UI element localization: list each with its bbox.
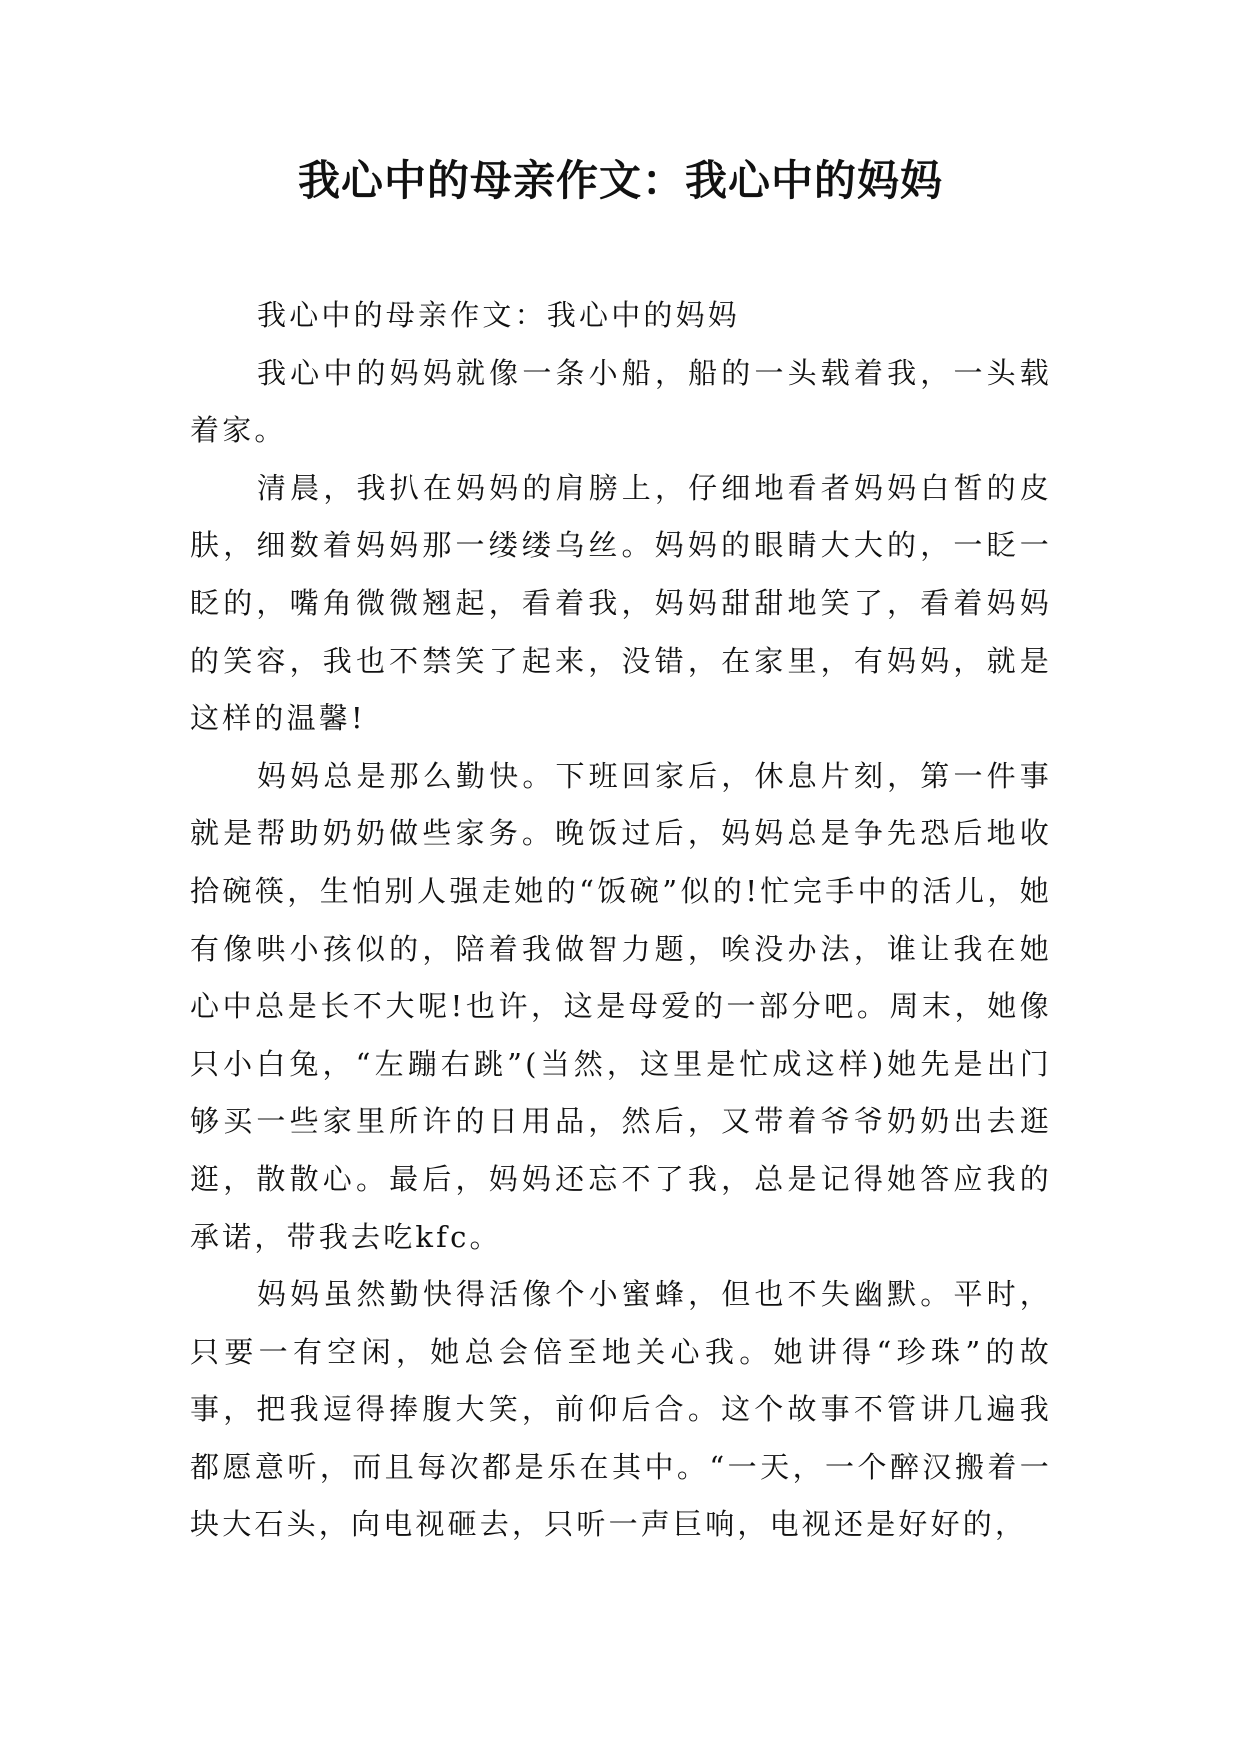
paragraph: 清晨，我扒在妈妈的肩膀上，仔细地看者妈妈白皙的皮肤，细数着妈妈那一缕缕乌丝。妈妈的眼睛大大的，一眨一眨的，嘴角微微翘起，看着我，妈妈甜甜地笑了，看着妈妈的笑容，我也不禁笑了起来，没错，在家里，有妈妈，就是这样的温馨!: [190, 470, 1052, 736]
paragraph: 我心中的妈妈就像一条小船，船的一头载着我，一头载着家。: [190, 355, 1052, 448]
paragraph: 妈妈总是那么勤快。下班回家后，休息片刻，第一件事就是帮助奶奶做些家务。晚饭过后，妈妈总是争先恐后地收拾碗筷，生怕别人强走她的“饭碗”似的!忙完手中的活儿，她有像哄小孩似的，陪着我做智力题，唉没办法，谁让我在她心中总是长不大呢!也许，这是母爱的一部分吧。周末，她像只小白兔，“左蹦右跳”(当然，这里是忙成这样)她先是出门够买一些家里所许的日用品，然后，又带着爷爷奶奶出去逛逛，散散心。最后，妈妈还忘不了我，总是记得她答应我的承诺，带我去吃kfc。: [190, 758, 1052, 1254]
document-title: 我心中的母亲作文：我心中的妈妈: [297, 156, 943, 205]
document-body: [190, 287, 1052, 1554]
paragraph: 我心中的母亲作文：我心中的妈妈: [257, 298, 741, 332]
paragraph: 妈妈虽然勤快得活像个小蜜蜂，但也不失幽默。平时，只要一有空闲，她总会倍至地关心我。她讲得“珍珠”的故事，把我逗得捧腹大笑，前仰后合。这个故事不管讲几遍我都愿意听，而且每次都是乐在其中。“一天，一个醉汉搬着一块大石头，向电视砸去，只听一声巨响，电视还是好好的，: [190, 1277, 1052, 1542]
